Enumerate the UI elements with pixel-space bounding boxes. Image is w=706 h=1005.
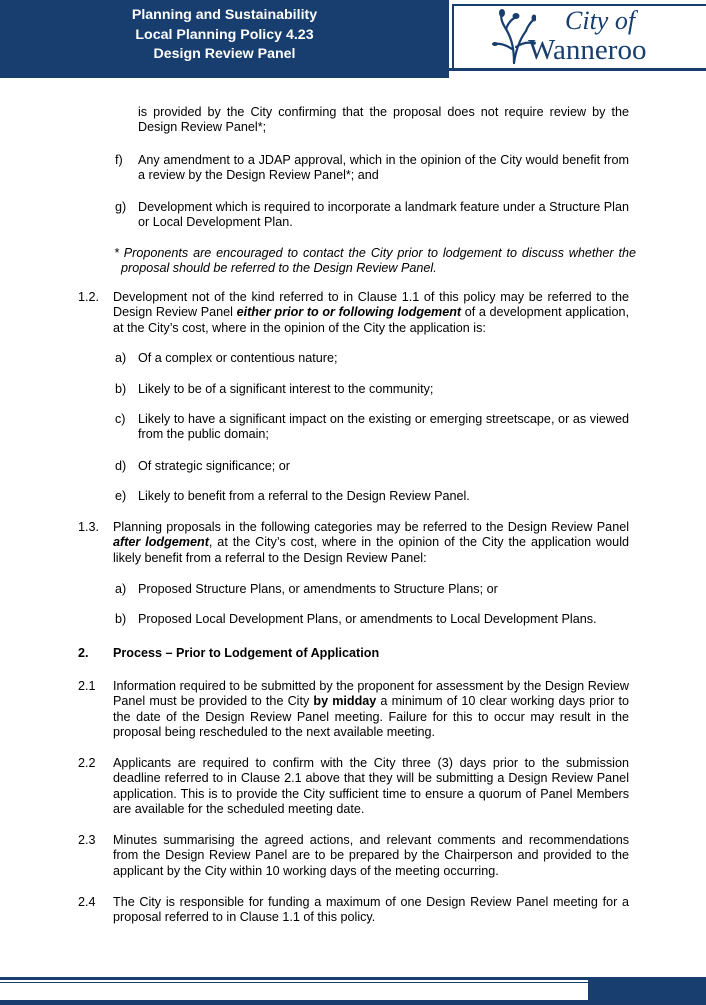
header-title-band <box>0 0 449 78</box>
logo-city-of: City of <box>565 6 636 35</box>
list-item-label: g) <box>115 200 127 214</box>
list-item: Any amendment to a JDAP approval, which in the opinion of the City would benefit from a review by the Design Review Panel*; and <box>138 153 629 183</box>
clause-1-2-post: of a development application, at the City’s cost, where in the opinion of the City the application is: <box>113 305 629 335</box>
clause-number: 2.3 <box>78 833 96 847</box>
header-rule <box>449 68 706 71</box>
footer-bar <box>0 982 588 1001</box>
list-item: Development which is required to incorporate a landmark feature under a Structure Plan or Local Development Plan. <box>138 200 629 230</box>
list-item: Proposed Local Development Plans, or amendments to Local Development Plans. <box>138 612 597 626</box>
list-item-label: c) <box>115 412 126 426</box>
clause-2-4-text: The City is responsible for funding a maximum of one Design Review Panel meeting for a proposal referred to in Clause 1.1 of this policy. <box>113 895 629 925</box>
list-item: Likely to be of a significant interest to the community; <box>138 382 434 396</box>
list-item: Of a complex or contentious nature; <box>138 351 338 365</box>
footer-bottom-band <box>0 1000 706 1005</box>
clause-number: 2.2 <box>78 756 96 770</box>
clause-number: 2.4 <box>78 895 96 909</box>
list-item-label: b) <box>115 612 127 626</box>
clause-1-2-pre: Development not of the kind referred to in Clause 1.1 of this policy may be referred to the Design Review Panel <box>113 290 629 320</box>
clause-number: 1.3. <box>78 520 100 534</box>
clause-2-2-text: Applicants are required to confirm with the City three (3) days prior to the submission deadline referred to in Clause 2.1 above that they will be submitting a Design Review Panel application. This is to provide the City sufficient time to ensure a quorum of Panel Members are available for the scheduled meeting date. <box>113 756 629 817</box>
clause-2-1-text <box>113 679 629 741</box>
list-item-label: f) <box>115 153 123 167</box>
logo-wanneroo: Wanneroo <box>528 34 647 66</box>
clause-number: 1.2. <box>78 290 100 304</box>
list-item-label: a) <box>115 351 127 365</box>
header-line-2: Local Planning Policy 4.23 <box>135 26 314 43</box>
footer-accent-block <box>588 980 706 1000</box>
clause-number: 2.1 <box>78 679 96 693</box>
section-heading: Process – Prior to Lodgement of Application <box>113 646 380 660</box>
continuation-paragraph: is provided by the City confirming that the proposal does not require review by the Design Review Panel*; <box>138 105 629 135</box>
list-item: Of strategic significance; or <box>138 459 290 473</box>
clause-1-3-text <box>113 520 629 566</box>
clause-1-2-text <box>113 290 629 336</box>
header-line-1: Planning and Sustainability <box>131 7 318 23</box>
list-item: Likely to benefit from a referral to the Design Review Panel. <box>138 489 470 503</box>
list-item-label: e) <box>115 489 127 503</box>
list-item-label: b) <box>115 382 127 396</box>
clause-2-1-pre: Information required to be submitted by the proponent for assessment by the Design Review Panel must be provided to the City <box>113 679 629 709</box>
clause-2-1-post: a minimum of 10 clear working days prior to the date of the Design Review Panel meeting. Failure for this to occur may result in the proposal being rescheduled to the next available meeting. <box>113 694 630 740</box>
list-item: Proposed Structure Plans, or amendments to Structure Plans; or <box>138 582 498 596</box>
list-item-label: a) <box>115 582 127 596</box>
clause-1-2-emphasis: either prior to or following lodgement <box>236 305 462 320</box>
section-number: 2. <box>78 646 89 660</box>
clause-1-3-emphasis: after lodgement <box>113 535 209 550</box>
list-item: Likely to have a significant impact on the existing or emerging streetscape, or as viewed from the public domain; <box>138 412 629 442</box>
clause-1-3-pre: Planning proposals in the following categories may be referred to the Design Review Panel <box>113 520 629 534</box>
header-line-3: Design Review Panel <box>153 46 296 62</box>
clause-2-1-emphasis: by midday <box>313 694 377 709</box>
proponent-note: * Proponents are encouraged to contact the City prior to lodgement to discuss whether the proposal should be referred to the Design Review Panel. <box>114 246 636 276</box>
clause-2-3-text: Minutes summarising the agreed actions, and relevant comments and recommendations from the Design Review Panel are to be prepared by the Chairperson and provided to the applicant by the City within 10 working days of the meeting occurring. <box>113 833 629 878</box>
list-item-label: d) <box>115 459 127 473</box>
clause-1-3-post: , at the City’s cost, where in the opinion of the City the application would likely benefit from a referral to the Design Review Panel: <box>113 535 629 565</box>
